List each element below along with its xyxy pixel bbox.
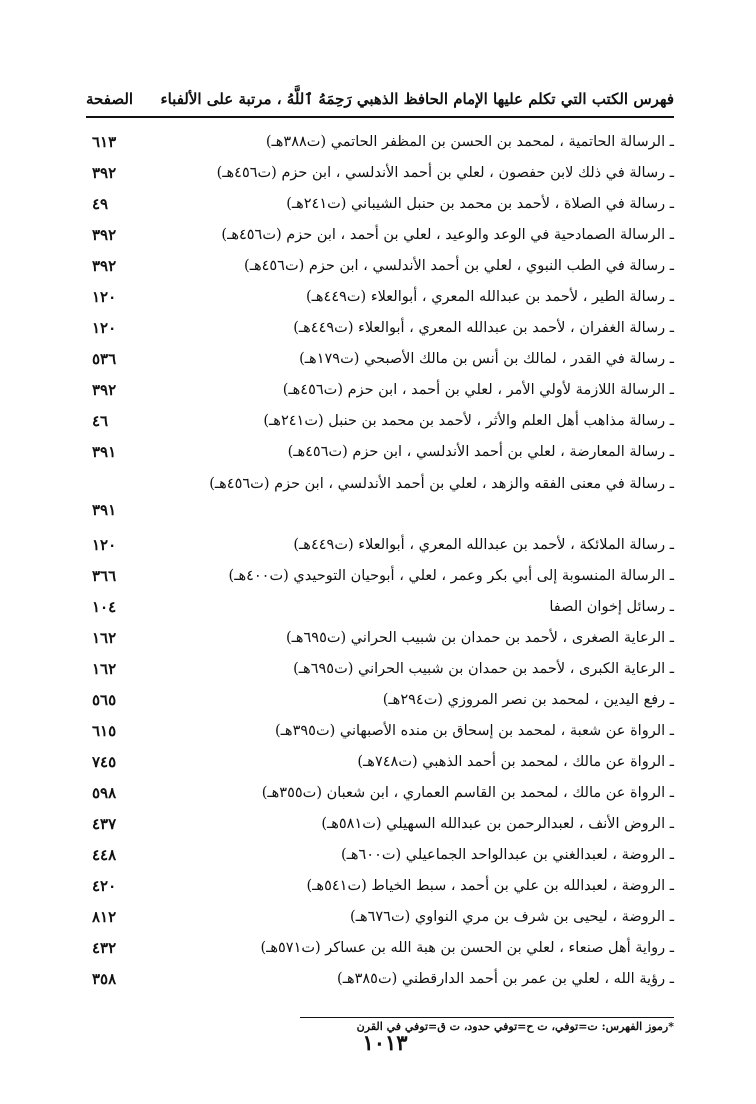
entry-page-number: ١٦٢ <box>92 660 117 678</box>
index-entry <box>86 220 674 251</box>
entry-title: ـ رسالة في الصلاة ، لأحمد بن محمد بن حنبل الشيباني (ت٢٤١هـ) <box>286 196 674 212</box>
index-entry <box>86 530 674 561</box>
entry-title: ـ رفع اليدين ، لمحمد بن نصر المروزي (ت٢٩٤هـ) <box>382 692 674 708</box>
page-column-heading: الصفحة <box>86 90 134 108</box>
entry-title: ـ رسالة في معنى الفقه والزهد ، لعلي بن أحمد الأندلسي ، ابن حزم (ت٤٥٦هـ) <box>209 476 674 492</box>
entry-page-number: ٥٦٥ <box>92 691 117 709</box>
entry-title: ـ الروض الأنف ، لعبدالرحمن بن عبدالله السهيلي (ت٥٨١هـ) <box>321 816 674 832</box>
entry-title: ـ رسالة مذاهب أهل العلم والأثر ، لأحمد بن محمد بن حنبل (ت٢٤١هـ) <box>263 413 674 429</box>
index-entry <box>86 406 674 437</box>
entry-page-number: ٣٩١ <box>92 443 117 461</box>
index-entry <box>86 933 674 964</box>
entry-page-number: ٧٤٥ <box>92 753 117 771</box>
index-entry <box>86 344 674 375</box>
page-header <box>86 82 674 118</box>
index-entry <box>86 716 674 747</box>
entry-page-number: ٣٩٢ <box>92 381 117 399</box>
entry-page-number: ٣٩١ <box>92 501 117 519</box>
entry-title: ـ الرسالة الحاتمية ، لمحمد بن الحسن بن المظفر الحاتمي (ت٣٨٨هـ) <box>265 134 674 150</box>
entry-title: ـ الرواة عن شعبة ، لمحمد بن إسحاق بن منده الأصبهاني (ت٣٩٥هـ) <box>275 723 674 739</box>
entry-page-number: ١٠٤ <box>92 598 117 616</box>
entry-page-number: ٤٢٠ <box>92 877 117 895</box>
entry-title: ـ الرسالة المنسوبة إلى أبي بكر وعمر ، لعلي ، أبوحيان التوحيدي (ت٤٠٠هـ) <box>228 568 674 584</box>
header-title: فهرس الكتب التي تكلم عليها الإمام الحافظ الذهبي رَحِمَهُ ٱللَّهُ ، مرتبة على الألفباء <box>160 90 674 108</box>
index-entry <box>86 747 674 778</box>
book-index-list <box>86 127 674 995</box>
page-number: ١٠١٣ <box>362 1030 408 1055</box>
entry-title: ـ الرعاية الصغرى ، لأحمد بن حمدان بن شبيب الحراني (ت٦٩٥هـ) <box>285 630 674 646</box>
entry-page-number: ٣٩٢ <box>92 226 117 244</box>
entry-page-number: ١٢٠ <box>92 288 117 306</box>
index-entry <box>86 282 674 313</box>
entry-page-number: ٨١٢ <box>92 908 117 926</box>
entry-title: ـ رسالة في ذلك لابن حفصون ، لعلي بن أحمد الأندلسي ، ابن حزم (ت٤٥٦هـ) <box>216 165 674 181</box>
entry-title: ـ رسالة الغفران ، لأحمد بن عبدالله المعري ، أبوالعلاء (ت٤٤٩هـ) <box>293 320 674 336</box>
entry-title: ـ الرعاية الكبرى ، لأحمد بن حمدان بن شبيب الحراني (ت٦٩٥هـ) <box>293 661 674 677</box>
entry-page-number: ٤٩ <box>92 195 109 213</box>
entry-page-number: ٤٦ <box>92 412 109 430</box>
entry-page-number: ٦١٣ <box>92 133 117 151</box>
entry-page-number: ٣٩٢ <box>92 257 117 275</box>
entry-page-number: ٥٩٨ <box>92 784 117 802</box>
index-entry <box>86 840 674 871</box>
index-entry <box>86 127 674 158</box>
entry-title: ـ رسالة في الطب النبوي ، لعلي بن أحمد الأندلسي ، ابن حزم (ت٤٥٦هـ) <box>244 258 674 274</box>
entry-title: ـ الرسالة اللازمة لأولي الأمر ، لعلي بن أحمد ، ابن حزم (ت٤٥٦هـ) <box>282 382 674 398</box>
entry-title: ـ رسائل إخوان الصفا <box>549 599 674 615</box>
index-entry <box>86 561 674 592</box>
entry-title: ـ رواية أهل صنعاء ، لعلي بن الحسن بن هبة الله بن عساكر (ت٥٧١هـ) <box>260 940 674 956</box>
index-entry <box>86 871 674 902</box>
entry-title: ـ الرواة عن مالك ، لمحمد بن أحمد الذهبي (ت٧٤٨هـ) <box>357 754 674 770</box>
entry-page-number: ١٢٠ <box>92 319 117 337</box>
entry-page-number: ٥٣٦ <box>92 350 117 368</box>
index-entry <box>86 623 674 654</box>
entry-page-number: ٣٦٦ <box>92 567 117 585</box>
index-entry <box>86 685 674 716</box>
entry-title: ـ رؤية الله ، لعلي بن عمر بن أحمد الدارقطني (ت٣٨٥هـ) <box>337 971 674 987</box>
entry-page-number: ٦١٥ <box>92 722 117 740</box>
index-entry <box>86 313 674 344</box>
entry-page-number: ٤٣٢ <box>92 939 117 957</box>
entry-page-number: ١٦٢ <box>92 629 117 647</box>
entry-title: ـ الرسالة الصمادحية في الوعد والوعيد ، لعلي بن أحمد ، ابن حزم (ت٤٥٦هـ) <box>221 227 674 243</box>
index-entry <box>86 468 674 530</box>
index-entry <box>86 251 674 282</box>
index-entry <box>86 437 674 468</box>
index-entry <box>86 654 674 685</box>
index-entry <box>86 964 674 995</box>
index-entry <box>86 592 674 623</box>
entry-page-number: ٤٣٧ <box>92 815 117 833</box>
abbreviations-footnote: *رموز الفهرس: ت=توفي، ت ح=توفي حدود، ت ق=توفي في القرن <box>300 1017 674 1033</box>
entry-title: ـ رسالة في القدر ، لمالك بن أنس بن مالك الأصبحي (ت١٧٩هـ) <box>299 351 674 367</box>
entry-title: ـ الروضة ، لعبدالله بن علي بن أحمد ، سبط الخياط (ت٥٤١هـ) <box>306 878 674 894</box>
index-entry <box>86 902 674 933</box>
index-entry <box>86 375 674 406</box>
entry-page-number: ٤٤٨ <box>92 846 117 864</box>
entry-title: ـ رسالة المعارضة ، لعلي بن أحمد الأندلسي ، ابن حزم (ت٤٥٦هـ) <box>287 444 674 460</box>
entry-page-number: ٣٥٨ <box>92 970 117 988</box>
entry-title: ـ الرواة عن مالك ، لمحمد بن القاسم العماري ، ابن شعبان (ت٣٥٥هـ) <box>261 785 674 801</box>
entry-page-number: ٣٩٢ <box>92 164 117 182</box>
index-entry <box>86 778 674 809</box>
entry-title: ـ رسالة الملائكة ، لأحمد بن عبدالله المعري ، أبوالعلاء (ت٤٤٩هـ) <box>293 537 674 553</box>
index-entry <box>86 809 674 840</box>
entry-page-number: ١٢٠ <box>92 536 117 554</box>
index-entry <box>86 158 674 189</box>
entry-title: ـ الروضة ، ليحيى بن شرف بن مري النواوي (ت٦٧٦هـ) <box>350 909 674 925</box>
index-entry <box>86 189 674 220</box>
entry-title: ـ رسالة الطير ، لأحمد بن عبدالله المعري ، أبوالعلاء (ت٤٤٩هـ) <box>305 289 674 305</box>
entry-title: ـ الروضة ، لعبدالغني بن عبدالواحد الجماعيلي (ت٦٠٠هـ) <box>340 847 674 863</box>
